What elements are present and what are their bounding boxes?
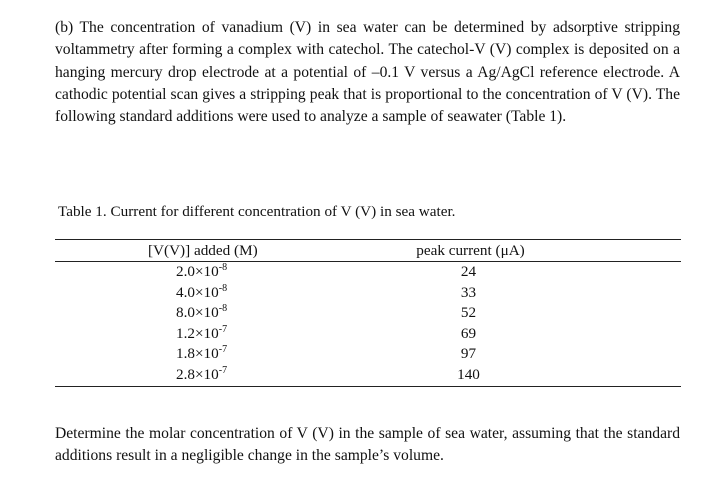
- concentration-cell: $1.8\times 10^{-7}$: [176, 344, 228, 363]
- table-row: [55, 344, 681, 365]
- table-row: [55, 365, 681, 386]
- table-caption: Table 1. Current for different concentration of V (V) in sea water.: [58, 203, 456, 220]
- current-cell: 140: [457, 365, 480, 383]
- question-paragraph: Determine the molar concentration of V (V) in the sample of sea water, assuming that the standard additions result in a negligible change in the sample’s volume.: [55, 425, 680, 465]
- current-cell: 52: [460, 304, 477, 322]
- intro-paragraph: (b) The concentration of vanadium (V) in sea water can be determined by adsorptive stripping voltammetry after forming a complex with catechol. The catechol-V (V) complex is deposited on a hanging mercury drop electrode at a potential of –0.1 V versus a Ag/AgCl reference electrode. A cathodic potential scan gives a stripping peak that is proportional to the concentration of V (V). The following standard additions were used to analyze a sample of seawater (Table 1).: [55, 19, 680, 126]
- current-cell: 69: [460, 324, 477, 342]
- current-cell: 33: [460, 283, 477, 301]
- data-table: [55, 239, 681, 387]
- concentration-cell: $4.0\times 10^{-8}$: [176, 282, 228, 301]
- concentration-cell: $1.2\times 10^{-7}$: [176, 323, 228, 342]
- header-concentration: [V(V)] added (M): [148, 242, 258, 259]
- table-body: [55, 262, 681, 386]
- concentration-cell: $2.8\times 10^{-7}$: [176, 364, 228, 383]
- current-cell: 97: [460, 345, 477, 363]
- concentration-cell: $8.0\times 10^{-8}$: [176, 303, 228, 322]
- table-row: [55, 283, 681, 304]
- current-cell: 24: [460, 263, 477, 280]
- concentration-cell: $2.0\times 10^{-8}$: [176, 262, 228, 280]
- table-header: [55, 240, 681, 262]
- table-row: [55, 262, 681, 283]
- table-row: [55, 324, 681, 345]
- header-peak-current: peak current (μA): [416, 242, 525, 259]
- table-row: [55, 303, 681, 324]
